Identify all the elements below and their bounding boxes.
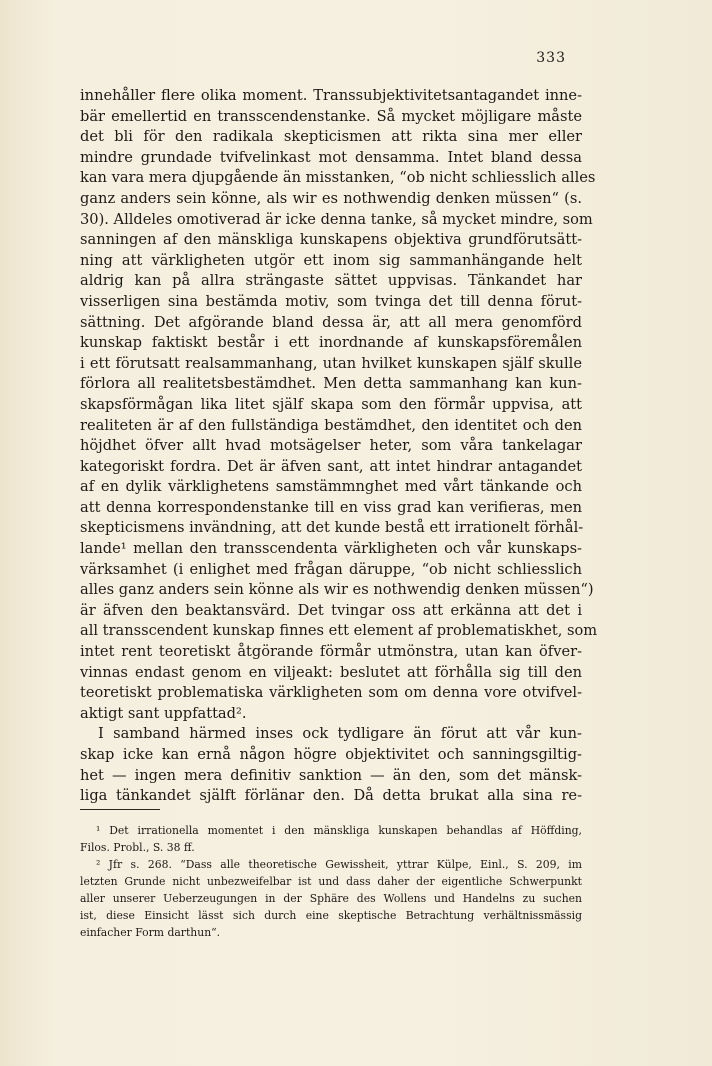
footnote-line: aller unserer Ueberzeugungen in der Sphäre des Wollens und Handelns zu suchen (80, 892, 582, 905)
text-line: i ett förutsatt realsammanhang, utan hvilket kunskapen själf skulle (80, 354, 582, 372)
text-line: sättning. Det afgörande bland dessa är, att all mera genomförd (80, 313, 582, 331)
text-line: förlora all realitetsbestämdhet. Men detta sammanhang kan kun- (80, 375, 582, 393)
footnote-line: einfacher Form darthun“. (80, 926, 221, 939)
text-line: kategoriskt fordra. Det är äfven sant, att intet hindrar antagandet (80, 457, 582, 475)
text-line: lande¹ mellan den transscendenta värkligheten och vår kunskaps- (80, 540, 582, 558)
footnote-line: ist, diese Einsicht lässt sich durch eine skeptische Betrachtung verhältnissmässig (80, 909, 582, 922)
text-line: all transscendent kunskap finnes ett element af problematiskhet, som (80, 622, 598, 640)
text-line: det bli för den radikala skepticismen att rikta sina mer eller (80, 128, 582, 146)
text-line: skepticismens invändning, att det kunde bestå ett irrationelt förhål- (80, 519, 584, 537)
footnote-line: Filos. Probl., S. 38 ff. (80, 841, 195, 854)
footnote-line: letzten Grunde nicht unbezweifelbar ist und dass daher der eigentliche Schwerpunkt (80, 875, 582, 888)
text-line: är äfven den beaktansvärd. Det tvingar oss att erkänna att det i (80, 601, 582, 619)
text-line: innehåller flere olika moment. Transsubjektivitetsantagandet inne- (80, 87, 582, 104)
text-line: teoretiskt problematiska värkligheten som om denna vore otvifvel- (80, 684, 582, 702)
footnote-divider (80, 809, 160, 810)
text-line: af en dylik värklighetens samstämmnghet med vårt tänkande och (80, 478, 582, 496)
text-line: alles ganz anders sein könne als wir es nothwendig denken müssen“) (80, 581, 594, 599)
text-line: liga tänkandet själft förlänar den. Då detta brukat alla sina re- (80, 787, 582, 805)
text-line: värksamhet (i enlighet med frågan däruppe, “ob nicht schliesslich (80, 560, 582, 578)
text-line: ganz anders sein könne, als wir es nothwendig denken müssen“ (s. (80, 189, 582, 207)
text-line: kunskap faktiskt består i ett inordnande af kunskapsföremålen (80, 334, 582, 352)
text-line: att denna korrespondenstanke till en viss grad kan verifieras, men (80, 498, 582, 516)
text-line: visserligen sina bestämda motiv, som tvinga det till denna förut- (80, 292, 582, 310)
body-text (80, 86, 598, 807)
text-line: kan vara mera djupgående än misstanken, “ob nicht schliesslich alles (80, 169, 596, 187)
text-line: realiteten är af den fullständiga bestämdhet, den identitet och den (80, 416, 582, 434)
text-line: sanningen af den mänskliga kunskapens objektiva grundförutsätt- (80, 231, 582, 249)
text-line: skap icke kan ernå någon högre objektivitet och sanningsgiltig- (80, 746, 582, 763)
text-line: ning att värkligheten utgör ett inom sig sammanhängande helt (80, 251, 582, 269)
text-line: vinnas endast genom en viljeakt: beslutet att förhålla sig till den (80, 663, 582, 681)
paragraph-first-line: I samband härmed inses ock tydligare än förut att vår kun- (98, 725, 582, 743)
page-number: 333 (536, 50, 566, 66)
text-line: mindre grundade tvifvelinkast mot densamma. Intet bland dessa (80, 148, 582, 166)
text-line: het — ingen mera definitiv sanktion — än den, som det mänsk- (80, 766, 582, 784)
text-line: skapsförmågan lika litet själf skapa som den förmår uppvisa, att (80, 395, 582, 413)
text-line: intet rent teoretiskt åtgörande förmår utmönstra, utan kan öfver- (80, 643, 582, 661)
paragraph-last-line: aktigt sant uppfattad². (80, 704, 247, 722)
text-line: aldrig kan på allra strängaste sättet uppvisas. Tänkandet har (80, 272, 582, 290)
text-line: bär emellertid en transscendenstanke. Så mycket möjligare måste (80, 107, 582, 125)
footnotes (80, 822, 582, 941)
text-line: 30). Alldeles omotiverad är icke denna tanke, så mycket mindre, som (80, 210, 593, 228)
footnote-line: ¹ Det irrationella momentet i den mänskliga kunskapen behandlas af Höffding, (96, 824, 582, 837)
footnote-line: ² Jfr s. 268. “Dass alle theoretische Gewissheit, yttrar Külpe, Einl., S. 209, im (96, 858, 582, 871)
text-line: höjdhet öfver allt hvad motsägelser heter, som våra tankelagar (80, 437, 582, 455)
